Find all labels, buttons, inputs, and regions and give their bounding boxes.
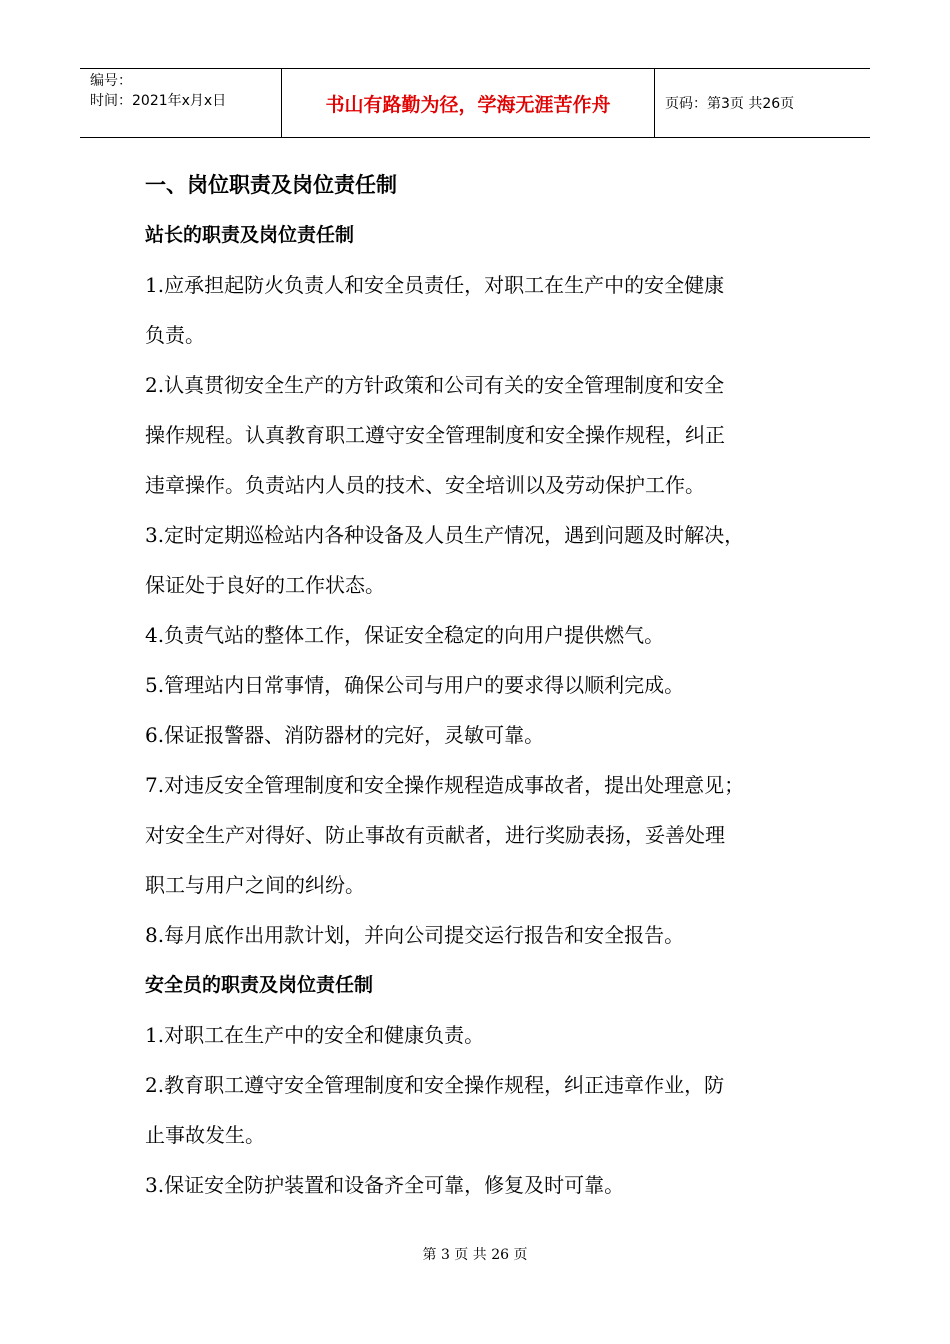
paragraph-line: 6.保证报警器、消防器材的完好，灵敏可靠。 [145, 723, 545, 747]
header-meta-cell [80, 69, 282, 137]
paragraph-line: 1.应承担起防火负责人和安全员责任，对职工在生产中的安全健康 [145, 273, 725, 297]
page-footer: 第 3 页 共 26 页 [422, 1247, 528, 1263]
paragraph-line: 3.保证安全防护装置和设备齐全可靠，修复及时可靠。 [145, 1173, 625, 1197]
paragraph-line: 保证处于良好的工作状态。 [145, 573, 385, 597]
document-title: 一、岗位职责及岗位责任制 [145, 173, 397, 197]
paragraph-line: 2.认真贯彻安全生产的方针政策和公司有关的安全管理制度和安全 [145, 373, 725, 397]
header-motto: 书山有路勤为径，学海无涯苦作舟 [282, 69, 655, 137]
paragraph-line: 7.对违反安全管理制度和安全操作规程造成事故者，提出处理意见； [145, 773, 745, 797]
paragraph-line: 违章操作。负责站内人员的技术、安全培训以及劳动保护工作。 [145, 473, 705, 497]
paragraph-line: 3.定时定期巡检站内各种设备及人员生产情况，遇到问题及时解决， [145, 523, 745, 547]
paragraph-line: 止事故发生。 [145, 1123, 265, 1147]
section-title-stationmaster: 站长的职责及岗位责任制 [145, 224, 355, 246]
paragraph-line: 操作规程。认真教育职工遵守安全管理制度和安全操作规程，纠正 [145, 423, 725, 447]
paragraph-line: 5.管理站内日常事情，确保公司与用户的要求得以顺利完成。 [145, 673, 685, 697]
paragraph-line: 4.负责气站的整体工作，保证安全稳定的向用户提供燃气。 [145, 623, 665, 647]
header-page-info: 页码：第3页 共26页 [665, 96, 795, 112]
paragraph-line: 8.每月底作出用款计划，并向公司提交运行报告和安全报告。 [145, 923, 685, 947]
paragraph-line: 对安全生产对得好、防止事故有贡献者，进行奖励表扬，妥善处理 [145, 823, 725, 847]
paragraph-line: 1.对职工在生产中的安全和健康负责。 [145, 1023, 485, 1047]
document-number-label: 编号： [90, 73, 132, 89]
paragraph-line: 2.教育职工遵守安全管理制度和安全操作规程，纠正违章作业，防 [145, 1073, 725, 1097]
section-title-safety-officer: 安全员的职责及岗位责任制 [145, 974, 374, 996]
document-time-label: 时间：2021年x月x日 [90, 93, 227, 109]
document-body [145, 160, 825, 1210]
paragraph-line: 负责。 [145, 323, 205, 347]
paragraph-line: 职工与用户之间的纠纷。 [145, 873, 365, 897]
page-header [80, 68, 870, 138]
